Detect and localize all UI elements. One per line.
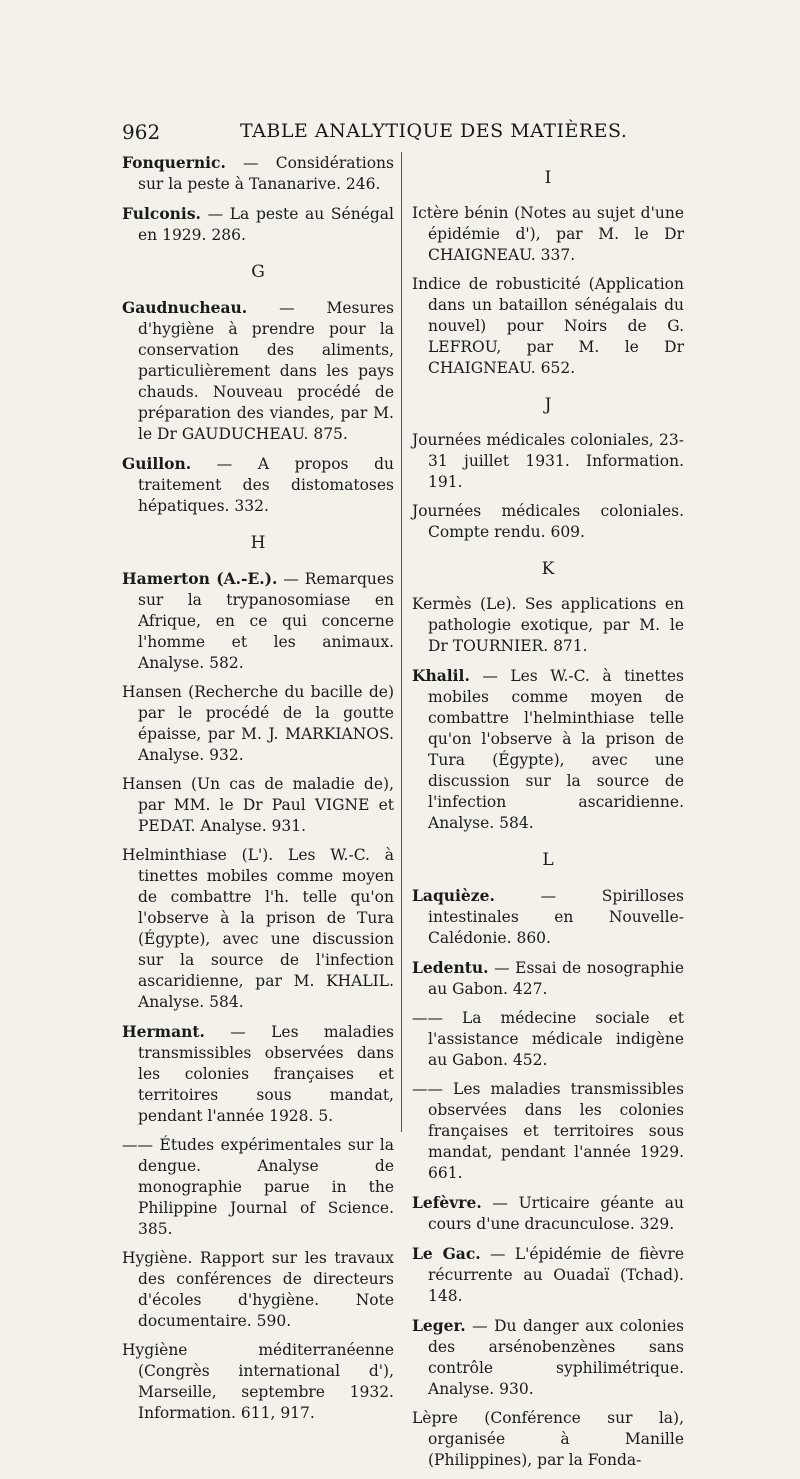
entry-text: — Les W.-C. à tinettes mobiles comme moyen de combattre l'helminthiase telle qu'on l'observe à la prison de Tura (Égypte), avec une discussion sur la source de l'infection ascaridienne. Analyse. 584. [428, 667, 684, 832]
index-entry [412, 1243, 684, 1307]
index-entry [122, 297, 394, 445]
section-letter: H [250, 533, 266, 553]
entry-text: — Les maladies transmissibles observées dans les colonies françaises et territoires sous mandat, pendant l'année 1928. 5. [138, 1023, 394, 1125]
entry-text: — Spirilloses intestinales en Nouvelle-Calédonie. 860. [428, 887, 684, 947]
entry-text: — L'épidémie de fièvre récurrente au Ouadaï (Tchad). 148. [428, 1245, 684, 1305]
entry-text: —— La médecine sociale et l'assistance médicale indigène au Gabon. 452. [412, 1009, 684, 1069]
entry-text: — Urticaire géante au cours d'une dracunculose. 329. [428, 1194, 684, 1233]
entry-text: Journées médicales coloniales. Compte rendu. 609. [412, 502, 684, 541]
entry-author: Hermant. [122, 1022, 205, 1041]
index-entry [412, 1008, 684, 1071]
index-entry [412, 430, 684, 493]
index-entry [122, 682, 394, 766]
index-entry [122, 152, 394, 195]
entry-author: Fonquernic. [122, 153, 226, 172]
index-entry [412, 665, 684, 834]
entry-text: Indice de robusticité (Application dans un bataillon sénégalais du nouvel) pour Noirs de G. LEFROU, par M. le Dr CHAIGNEAU. 652. [412, 275, 684, 377]
entry-author: Ledentu. [412, 958, 489, 977]
index-entry [122, 1248, 394, 1332]
entry-text: —— Les maladies transmissibles observées dans les colonies françaises et territoires sous mandat, pendant l'année 1929. 661. [412, 1080, 684, 1182]
index-entry [412, 1079, 684, 1184]
entry-author: Khalil. [412, 666, 470, 685]
entry-text: — Du danger aux colonies des arsénobenzènes sans contrôle syphilimétrique. Analyse. 930. [428, 1317, 684, 1398]
entry-author: Lefèvre. [412, 1193, 482, 1212]
section-letter: G [251, 262, 265, 282]
entry-text: —— Études expérimentales sur la dengue. Analyse de monographie parue in the Philippine Journal of Science. 385. [122, 1136, 394, 1238]
entry-text: — A propos du traitement des distomatoses hépatiques. 332. [138, 455, 394, 515]
entry-text: Hansen (Un cas de maladie de), par MM. le Dr Paul VIGNE et PEDAT. Analyse. 931. [122, 775, 394, 835]
entry-text: Kermès (Le). Ses applications en pathologie exotique, par M. le Dr TOURNIER. 871. [412, 595, 684, 655]
entry-text: — Essai de nosographie au Gabon. 427. [428, 959, 684, 998]
entry-author: Leger. [412, 1316, 466, 1335]
page-title: TABLE ANALYTIQUE DES MATIÈRES. [240, 120, 628, 142]
entry-text: Lèpre (Conférence sur la), organisée à Manille (Philippines), par la Fonda- [412, 1409, 684, 1469]
section-letter: J [544, 395, 552, 415]
index-entry [122, 1340, 394, 1424]
index-entry [122, 203, 394, 246]
index-entry [412, 957, 684, 1000]
section-letter: K [541, 559, 555, 579]
entry-text: — Remarques sur la trypanosomiase en Afrique, en ce qui concerne l'homme et les animaux. Analyse. 582. [138, 570, 394, 672]
section-letter: I [544, 168, 552, 188]
entry-author: Le Gac. [412, 1244, 481, 1263]
entry-text: Ictère bénin (Notes au sujet d'une épidémie d'), par M. le Dr CHAIGNEAU. 337. [412, 204, 684, 264]
entry-text: — La peste au Sénégal en 1929. 286. [138, 205, 394, 244]
entry-text: Helminthiase (L'). Les W.-C. à tinettes mobiles comme moyen de combattre l'h. telle qu'on l'observe à la prison de Tura (Égypte), avec une discussion sur la source de l'infection ascaridienne, par M. KHALIL. Analyse. 584. [122, 846, 394, 1011]
index-entry [412, 594, 684, 657]
entry-text: — Considérations sur la peste à Tananarive. 246. [138, 154, 394, 193]
left-column [122, 152, 394, 1432]
index-entry [412, 885, 684, 949]
page-number: 962 [122, 120, 161, 144]
index-entry [412, 1408, 684, 1471]
column-divider [401, 152, 402, 1132]
right-column [412, 152, 684, 1479]
entry-text: Hygiène méditerranéenne (Congrès international d'), Marseille, septembre 1932. Information. 611, 917. [122, 1341, 394, 1422]
section-letter: L [542, 850, 554, 870]
entry-author: Hamerton (A.-E.). [122, 569, 278, 588]
index-entry [122, 845, 394, 1013]
index-entry [412, 274, 684, 379]
entry-text: Journées médicales coloniales, 23-31 juillet 1931. Information. 191. [412, 431, 684, 491]
index-entry [412, 501, 684, 543]
index-entry [122, 568, 394, 674]
index-entry [122, 1021, 394, 1127]
entry-author: Gaudnucheau. [122, 298, 248, 317]
entry-author: Guillon. [122, 454, 192, 473]
index-entry [122, 774, 394, 837]
entry-text: Hygiène. Rapport sur les travaux des conférences de directeurs d'écoles d'hygiène. Note documentaire. 590. [122, 1249, 394, 1330]
entry-author: Laquièze. [412, 886, 495, 905]
entry-author: Fulconis. [122, 204, 201, 223]
index-entry [122, 1135, 394, 1240]
entry-text: — Mesures d'hygiène à prendre pour la conservation des aliments, particulièrement dans les pays chauds. Nouveau procédé de préparation des viandes, par M. le Dr GAUDUCHEAU. 875. [138, 299, 394, 443]
index-entry [412, 1192, 684, 1235]
index-entry [122, 453, 394, 517]
index-entry [412, 1315, 684, 1400]
entry-text: Hansen (Recherche du bacille de) par le procédé de la goutte épaisse, par M. J. MARKIANOS. Analyse. 932. [122, 683, 394, 764]
index-entry [412, 203, 684, 266]
